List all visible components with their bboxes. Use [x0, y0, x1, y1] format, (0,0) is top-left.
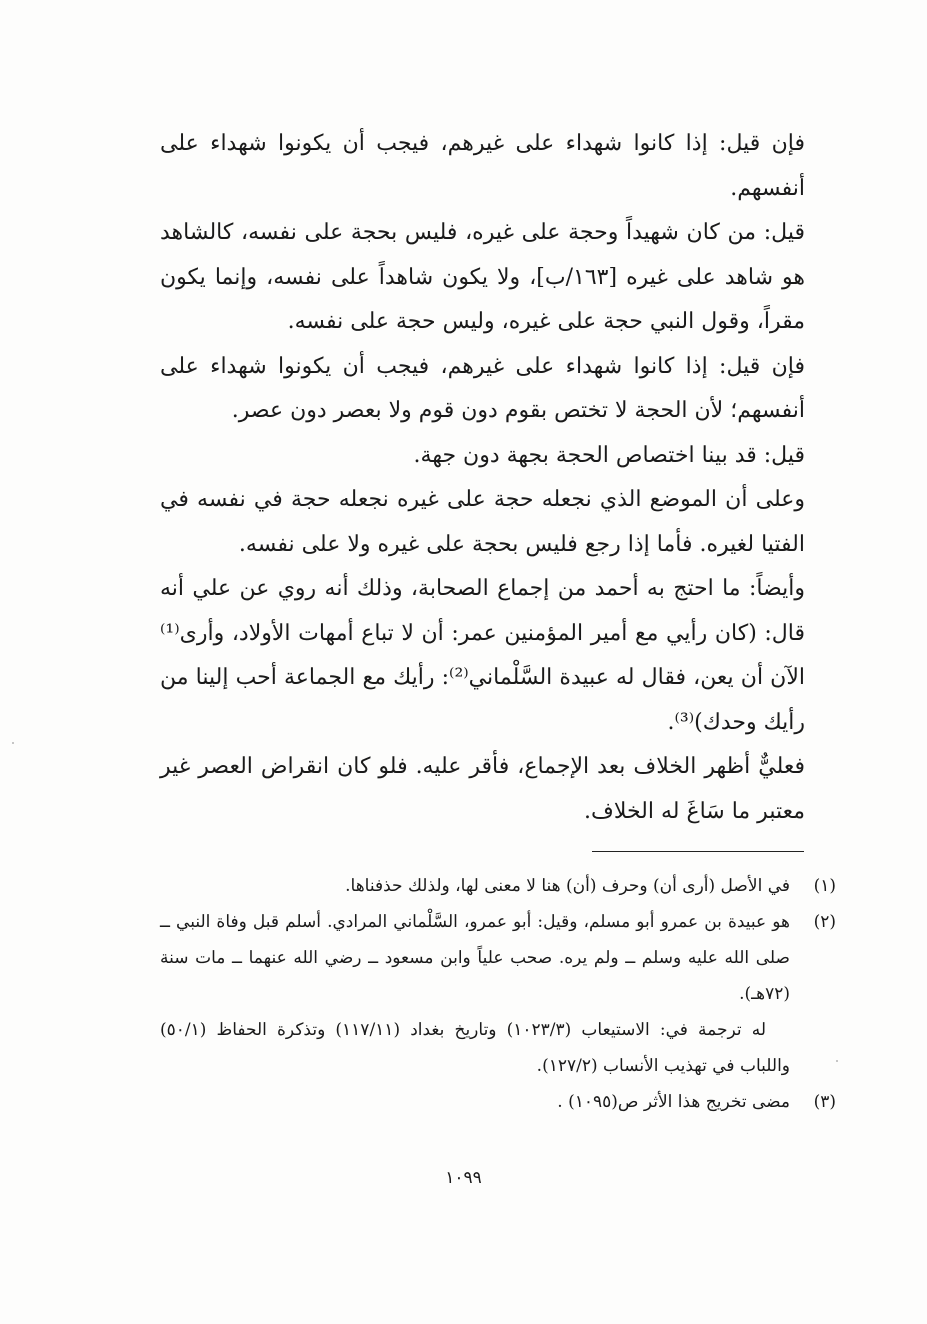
paragraph-1: فإن قيل: إذا كانوا شهداء على غيرهم، فيجب أن يكونوا شهداء على أنفسهم.: [160, 131, 805, 201]
footnote-text: هو عبيدة بن عمرو أبو مسلم، وقيل: أبو عمرو، السَّلْماني المرادي. أسلم قبل وفاة النبي ــ صلى الله عليه وسلم ــ ولم يره. صحب علياً وابن مسعود ــ رضي الله عنهما ــ مات سنة (٧٢هـ).: [160, 912, 790, 1004]
scan-speck: [836, 1060, 838, 1062]
page-number: ١٠٩٩: [445, 1168, 482, 1188]
paragraph-7: فعليٌّ أظهر الخلاف بعد الإجماع، فأقر عليه. فلو كان انقراض العصر غير معتبر ما سَاغَ له الخلاف.: [160, 754, 805, 824]
main-text: [160, 122, 805, 834]
footnote-number: (٣): [813, 1092, 836, 1112]
footnote-2-continuation: له ترجمة في: الاستيعاب (١٠٢٣/٣) وتاريخ بغداد (١١٧/١١) وتذكرة الحفاظ (٥٠/١) واللباب في تهذيب الأنساب (١٢٧/٢).: [160, 1020, 790, 1076]
footnote-text: مضى تخريج هذا الأثر ص(١٠٩٥) .: [557, 1092, 790, 1112]
footnote-1: [160, 868, 836, 904]
paragraph-6: وأيضاً: ما احتج به أحمد من إجماع الصحابة، وذلك أنه روي عن علي أنه قال: (كان رأيي مع أمير المؤمنين عمر: أن لا تباع أمهات الأولاد، وأرى⁽¹⁾ الآن أن يعن، فقال له عبيدة السَّلْماني⁽²⁾: رأيك مع الجماعة أحب إلينا من رأيك وحدك)⁽³⁾.: [160, 576, 806, 735]
footnote-number: (١): [813, 876, 836, 896]
footnote-number: (٢): [813, 912, 836, 932]
paragraph-2: قيل: من كان شهيداً وحجة على غيره، فليس بحجة على نفسه، كالشاهد هو شاهد على غيره [١٦٣/ب]، ولا يكون شاهداً على نفسه، وإنما يكون مقراً، وقول النبي حجة على غيره، وليس حجة على نفسه.: [160, 220, 805, 334]
footnote-text: في الأصل (أرى أن) وحرف (أن) هنا لا معنى لها، ولذلك حذفناها.: [345, 876, 790, 896]
footnote-separator: [592, 851, 804, 852]
scan-speck: [12, 742, 14, 744]
paragraph-4: قيل: قد بينا اختصاص الحجة بجهة دون جهة.: [413, 442, 805, 468]
footnote-2: [160, 904, 836, 1012]
footnote-3: [160, 1084, 836, 1120]
footnotes: [160, 868, 836, 1120]
paragraph-3: فإن قيل: إذا كانوا شهداء على غيرهم، فيجب أن يكونوا شهداء على أنفسهم؛ لأن الحجة لا تختص بقوم دون قوم ولا بعصر دون عصر.: [160, 353, 805, 423]
paragraph-5: وعلى أن الموضع الذي نجعله حجة على غيره نجعله حجة في نفسه في الفتيا لغيره. فأما إذا رجع فليس بحجة على غيره ولا على نفسه.: [160, 487, 805, 557]
